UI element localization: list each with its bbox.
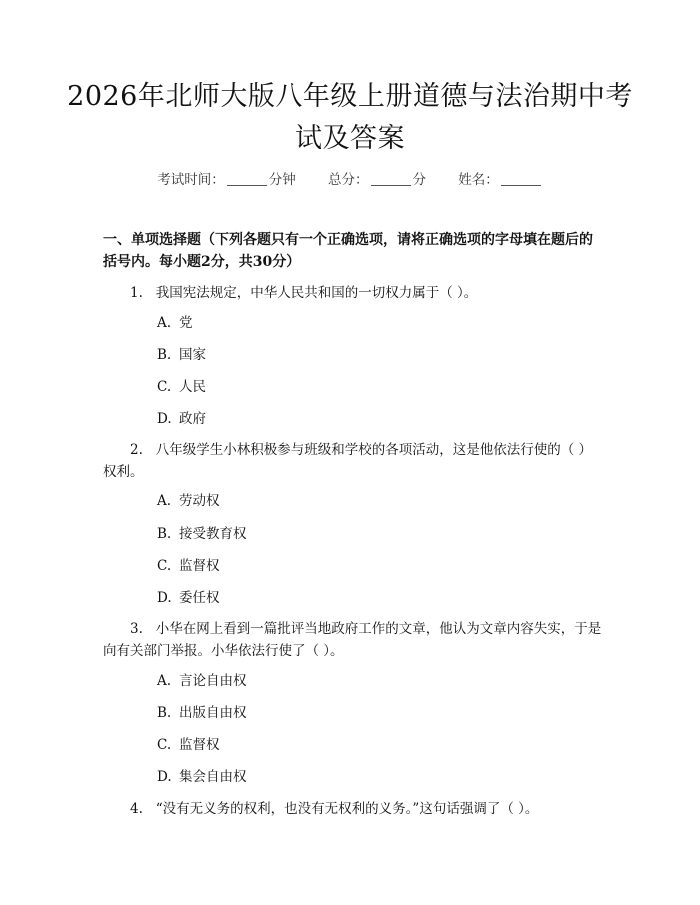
- question-number: 2.: [130, 442, 143, 458]
- question-number: 3.: [130, 621, 143, 637]
- question-3: [103, 618, 603, 662]
- name-blank: [501, 173, 541, 186]
- option-text: 人民: [179, 379, 206, 395]
- q2-option-c: [157, 556, 220, 576]
- q1-option-c: [157, 377, 206, 397]
- option-letter: B.: [157, 347, 172, 363]
- q1-option-b: [157, 345, 206, 365]
- exam-time: [157, 172, 296, 188]
- total-score: [328, 172, 426, 188]
- q1-option-a: [157, 313, 193, 333]
- option-text: 监督权: [179, 737, 220, 753]
- q3-option-b: [157, 703, 247, 723]
- option-text: 国家: [179, 347, 206, 363]
- option-letter: D.: [157, 411, 172, 427]
- option-text: 监督权: [179, 558, 220, 574]
- option-text: 言论自由权: [179, 673, 247, 689]
- question-number: 4.: [130, 801, 143, 817]
- score-blank: [371, 173, 411, 186]
- question-number: 1.: [130, 285, 143, 301]
- option-letter: D.: [157, 590, 172, 606]
- option-letter: B.: [157, 705, 172, 721]
- option-letter: C.: [157, 558, 172, 574]
- q1-option-d: [157, 409, 206, 429]
- exam-meta: [0, 168, 700, 188]
- option-text: 劳动权: [179, 493, 220, 509]
- option-letter: A.: [157, 493, 172, 509]
- option-letter: B.: [157, 526, 172, 542]
- option-text: 党: [179, 315, 193, 331]
- option-text: 出版自由权: [179, 705, 247, 721]
- q3-option-c: [157, 735, 220, 755]
- time-blank: [227, 173, 267, 186]
- q3-option-a: [157, 671, 247, 691]
- option-text: 委任权: [179, 590, 220, 606]
- q2-option-a: [157, 491, 220, 511]
- q3-option-d: [157, 767, 247, 787]
- score-label: 总分：: [328, 172, 369, 188]
- question-4: [103, 798, 603, 820]
- question-2: [103, 439, 603, 483]
- score-unit: 分: [412, 172, 426, 188]
- question-text: 八年级学生小林积极参与班级和学校的各项活动，这是他依法行使的（ ）权利。: [103, 442, 593, 480]
- time-unit: 分钟: [268, 172, 296, 188]
- q2-option-d: [157, 588, 220, 608]
- option-text: 政府: [179, 411, 206, 427]
- option-text: 接受教育权: [179, 526, 247, 542]
- option-letter: A.: [157, 315, 172, 331]
- name-label: 姓名：: [458, 172, 499, 188]
- option-letter: C.: [157, 379, 172, 395]
- question-text: 我国宪法规定，中华人民共和国的一切权力属于（ ）。: [155, 285, 478, 301]
- option-letter: C.: [157, 737, 172, 753]
- question-text: 小华在网上看到一篇批评当地政府工作的文章，他认为文章内容失实，于是向有关部门举报。小华依法行使了（ ）。: [103, 621, 602, 659]
- option-letter: D.: [157, 769, 172, 785]
- time-label: 考试时间：: [157, 172, 225, 188]
- option-letter: A.: [157, 673, 172, 689]
- question-text: “没有无义务的权利，也没有无权利的义务。”这句话强调了（ ）。: [155, 801, 539, 817]
- question-1: [103, 282, 603, 304]
- student-name: [458, 172, 543, 188]
- section-heading: 一、单项选择题（下列各题只有一个正确选项，请将正确选项的字母填在题后的括号内。每小题2分，共30分）: [103, 232, 593, 270]
- q2-option-b: [157, 524, 247, 544]
- option-text: 集会自由权: [179, 769, 247, 785]
- document-title: 2026年北师大版八年级上册道德与法治期中考试及答案: [67, 81, 633, 154]
